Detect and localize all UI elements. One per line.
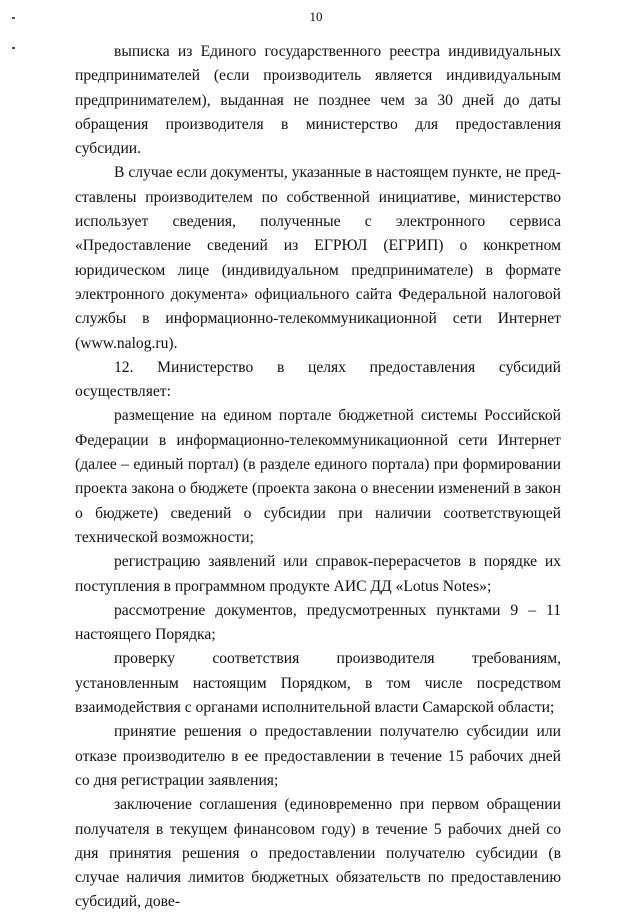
paragraph-review-documents: рассмотрение документов, предусмотренных пунктами 9 – 11 настоящего Порядка; — [75, 601, 561, 644]
paragraph-registration: регистрацию заявлений или справок-перерасчетов в порядке их поступления в программном продукте АИС ДД «Lotus Notes»; — [75, 553, 561, 595]
paragraph-extract-egrip: выписка из Единого государственного реестра индивидуальных предпринимателей (если производитель является индивидуальным предпринимателем), выданная не позднее чем за 30 дней до даты обращения производителя в министерство для предоставления субсидии. — [75, 43, 561, 158]
page-number: 10 — [309, 9, 323, 24]
paragraph-documents-not-submitted: В случае если документы, указанные в настоящем пункте, не представлены производителем по собственной инициативе, министерство использует сведения, полученные с электронного сервиса «Предоставление сведений из ЕГРЮЛ (ЕГРИП) о конкретном юридическом лице (индивидуальном предпринимателе) в формате электронного документа» официального сайта Федеральной налоговой службы в информационно-телекоммуникационной сети Интернет (www.nalog.ru). — [75, 164, 561, 352]
paragraph-item-12-heading: 12. Министерство в целях предоставления субсидий осуществляет: — [75, 358, 561, 401]
document-body — [75, 40, 561, 915]
scan-mark — [12, 17, 15, 19]
paragraph-portal-placement: размещение на едином портале бюджетной системы Российской Федерации в информационно-телекоммуникационной сети Интернет (далее – единый портал) (в разделе единого портала) при формировании проекта закона о бюджете (проекта закона о внесении изменений в закон о бюджете) сведений о субсидии при наличии соответствующей технической возможности; — [75, 407, 561, 546]
paragraph-compliance-check: проверку соответствия производителя требованиям, установленным настоящим Порядком, в том числе посредством взаимодействия с органами исполнительной власти Самарской области; — [75, 650, 561, 717]
paragraph-decision: принятие решения о предоставлении получателю субсидии или отказе производителю в ее предоставлении в течение 15 рабочих дней со дня регистрации заявления; — [75, 723, 561, 789]
scan-mark — [12, 47, 15, 49]
paragraph-agreement: заключение соглашения (единовременно при первом обращении получателя в текущем финансовом году) в течение 5 рабочих дней со дня принятия решения о предоставлении получателю субсидии (в случае наличия лимитов бюджетных обязательств по предоставлению субсидий, дове- — [75, 796, 561, 911]
